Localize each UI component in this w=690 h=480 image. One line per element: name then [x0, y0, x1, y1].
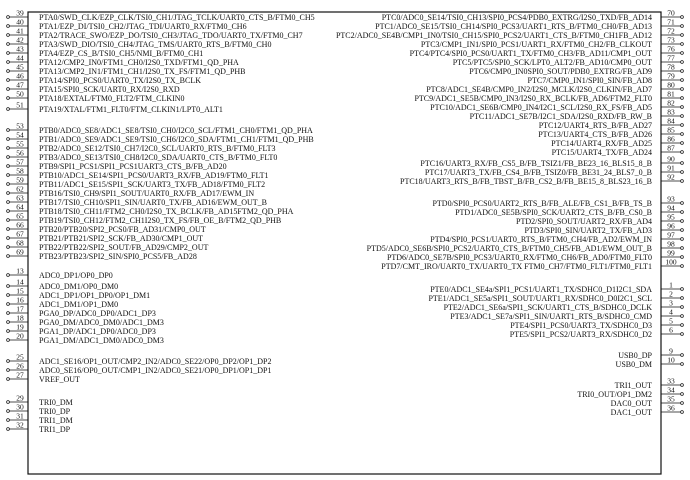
- pin-end-marker: [681, 171, 684, 174]
- pin-label: ADC0_DP1/OP0_DP0: [39, 271, 113, 280]
- pin-number: 68: [16, 238, 24, 248]
- pin-end-marker: [681, 115, 684, 118]
- pin-end-marker: [681, 202, 684, 205]
- pin-number: 35: [667, 394, 675, 404]
- pin-number: 16: [16, 295, 24, 305]
- pin-label: PGA1_DP/ADC1_DP0/ADC0_DP3: [39, 327, 156, 336]
- pin-label: PTE4/SPI1_PCS0/UART3_TX/SDHC0_D3: [510, 321, 652, 330]
- right-pin-70: [382, 8, 684, 22]
- pin-end-marker: [681, 70, 684, 73]
- pin-number: 59: [16, 175, 24, 185]
- pin-number: 4: [669, 307, 673, 317]
- pin-number: 19: [16, 322, 24, 332]
- pin-end-marker: [7, 165, 10, 168]
- pin-end-marker: [7, 330, 10, 333]
- pin-end-marker: [681, 288, 684, 291]
- pin-end-marker: [681, 97, 684, 100]
- pin-end-marker: [7, 108, 10, 111]
- pin-end-marker: [681, 34, 684, 37]
- pin-number: 65: [16, 211, 24, 221]
- pin-number: 32: [16, 420, 24, 430]
- pin-label: PTB18/TSI0_CH11/FTM2_CH0/I2S0_TX_BCLK/FB_AD15FTM2_QD_PHA: [39, 207, 294, 216]
- pin-number: 10: [667, 355, 675, 365]
- pin-number: 69: [16, 247, 24, 257]
- left-pin-group: [7, 8, 315, 434]
- pin-end-marker: [681, 52, 684, 55]
- pin-label: PTD5/ADC0_SE6B/SPI0_PCS2/UART0_CTS_B/FTM0_CH5/FB_AD1/EWM_OUT_B: [366, 244, 652, 253]
- pin-end-marker: [7, 378, 10, 381]
- pin-number: 55: [16, 139, 24, 149]
- pin-number: 66: [16, 220, 24, 230]
- pin-end-marker: [7, 34, 10, 37]
- pin-number: 2: [669, 289, 673, 299]
- pin-label: PTB17/TSI0_CH10/SPI1_SIN/UART0_TX/FB_AD16/EWM_OUT_B: [39, 198, 267, 207]
- pin-label: PTB0/ADC0_SE8/ADC1_SE8/TSI0_CH0/I2C0_SCL/FTM1_CH0/FTM1_QD_PHA: [39, 126, 313, 135]
- pin-end-marker: [7, 97, 10, 100]
- pin-end-marker: [7, 237, 10, 240]
- pin-label: PTB23/PTB23/SPI2_SIN/SPI0_PCS5/FB_AD28: [39, 252, 197, 261]
- pin-end-marker: [7, 369, 10, 372]
- pin-number: 45: [16, 62, 24, 72]
- pin-label: PTC14/UART4_RX/FB_AD25: [551, 139, 652, 148]
- pin-label: PTA1/EZP_DI/TSI0_CH2/JTAG_TDI/UART0_RX/FTM0_CH6: [39, 22, 247, 31]
- right-pin-93: [432, 194, 683, 208]
- pin-label: USB0_DM: [615, 360, 652, 369]
- pin-number: 53: [16, 121, 24, 131]
- pin-end-marker: [7, 419, 10, 422]
- pin-end-marker: [7, 285, 10, 288]
- pin-number: 90: [667, 154, 675, 164]
- pin-label: ADC0_SE16/OP0_OUT/CMP1_IN2/ADC0_SE21/OP0_DP1/OP1_DP1: [39, 366, 272, 375]
- pin-label: PTC17/UART3_TX/FB_CS4_B/FB_TSIZ0/FB_BE31_24_BLS7_0_B: [424, 168, 652, 177]
- pin-end-marker: [681, 142, 684, 145]
- pin-number: 92: [667, 172, 675, 182]
- pin-end-marker: [681, 411, 684, 414]
- pin-number: 57: [16, 157, 24, 167]
- pin-number: 81: [667, 89, 675, 99]
- pin-number: 87: [667, 143, 675, 153]
- pin-label: TRI1_DP: [39, 425, 71, 434]
- pin-number: 29: [16, 393, 24, 403]
- pin-label: PTC0/ADC0_SE14/TSI0_CH13/SPI0_PCS4/PDB0_EXTRG/I2S0_TXD/FB_AD14: [381, 13, 652, 22]
- pin-end-marker: [7, 183, 10, 186]
- pin-end-marker: [7, 303, 10, 306]
- pin-label: PTA14/SPI0_PCS0/UART0_TX/I2S0_TX_BCLK: [39, 76, 202, 85]
- pin-label: PTB2/ADC0_SE12/TSI0_CH7/I2C0_SCL/UART0_RTS_B/FTM0_FLT3: [39, 144, 276, 153]
- pin-number: 31: [16, 411, 24, 421]
- pin-label: PTA18/EXTAL/FTM0_FLT2/FTM_CLKIN0: [39, 94, 185, 103]
- pin-number: 93: [667, 194, 675, 204]
- pin-label: PTB11/ADC1_SE15/SPI1_SCK/UART3_TX/FB_AD18/FTM0_FLT2: [39, 180, 266, 189]
- pin-end-marker: [7, 321, 10, 324]
- pin-label: DAC1_OUT: [610, 408, 652, 417]
- pin-number: 46: [16, 71, 24, 81]
- pin-end-marker: [7, 43, 10, 46]
- pin-label: PTA19/XTAL/FTM1_FLT0/FTM_CLKIN1/LPT0_ALT1: [39, 105, 223, 114]
- pin-number: 40: [16, 17, 24, 27]
- pin-number: 78: [667, 62, 675, 72]
- pin-number: 95: [667, 212, 675, 222]
- pin-end-marker: [7, 156, 10, 159]
- pin-label: DAC0_OUT: [610, 399, 652, 408]
- pin-label: PTB16/TSI0_CH9/SPI1_SOUT/UART0_RX/FB_AD17/EWM_IN: [39, 189, 255, 198]
- pin-end-marker: [7, 401, 10, 404]
- pin-number: 96: [667, 221, 675, 231]
- pin-label: PTA4/EZP_CS_B/TSI0_CH5/NMI_B/FTM0_CH1: [39, 49, 204, 58]
- pin-end-marker: [681, 16, 684, 19]
- pin-number: 86: [667, 134, 675, 144]
- pin-end-marker: [7, 129, 10, 132]
- pin-label: PTA13/CMP2_IN1/FTM1_CH1/I2S0_TX_FS/FTM1_QD_PHB: [39, 67, 246, 76]
- pin-end-marker: [681, 79, 684, 82]
- pin-number: 62: [16, 184, 24, 194]
- pin-label: PTD2/SPI0_SOUT/UART2_RX/FB_AD4: [516, 217, 652, 226]
- pin-label: PTC16/UART3_RX/FB_CS5_B/FB_TSIZ1/FB_BE23_16_BLS15_8_B: [420, 159, 652, 168]
- pin-end-marker: [681, 25, 684, 28]
- pin-end-marker: [7, 192, 10, 195]
- pin-number: 13: [16, 266, 24, 276]
- pin-label: PTA12/CMP2_IN0/FTM1_CH0/I2S0_TXD/FTM1_QD_PHA: [39, 58, 239, 67]
- pin-number: 56: [16, 148, 24, 158]
- pin-end-marker: [681, 211, 684, 214]
- pin-end-marker: [681, 265, 684, 268]
- pin-end-marker: [681, 238, 684, 241]
- pin-number: 63: [16, 193, 24, 203]
- pin-number: 77: [667, 53, 675, 63]
- pin-number: 79: [667, 71, 675, 81]
- pin-number: 14: [16, 277, 24, 287]
- pin-end-marker: [681, 256, 684, 259]
- pin-end-marker: [681, 106, 684, 109]
- pin-label: PTB10/ADC1_SE14/SPI1_PCS0/UART3_RX/FB_AD19/FTM0_FLT1: [39, 171, 269, 180]
- pin-number: 100: [665, 257, 677, 267]
- pin-end-marker: [681, 124, 684, 127]
- pin-number: 33: [667, 376, 675, 386]
- pin-label: PTB20/PTB20/SPI2_PCS0/FB_AD31/CMP0_OUT: [39, 225, 206, 234]
- pin-label: PTC13/UART4_CTS_B/FB_AD26: [538, 130, 652, 139]
- pin-label: ADC0_DM1/OP0_DM0: [39, 282, 119, 291]
- pin-end-marker: [681, 354, 684, 357]
- pin-end-marker: [681, 247, 684, 250]
- pin-label: PTC6/CMP0_IN0SPI0_SOUT/PDB0_EXTRG/FB_AD9: [469, 67, 652, 76]
- pin-label: PTC8/ADC1_SE4B/CMP0_IN2/I2S0_MCLK/I2S0_CLKIN/FB_AD7: [426, 85, 652, 94]
- pin-label: PTE1/ADC1_SE5a/SPI1_SOUT/UART1_RX/SDHC0_D0I2C1_SCL: [428, 294, 652, 303]
- pin-label: PTE0/ADC1_SE4a/SPI1_PCS1/UART1_TX/SDHC0_D1I2C1_SDA: [430, 285, 652, 294]
- pin-label: ADC1_DP1/OP1_DP0/OP1_DM1: [39, 291, 151, 300]
- pin-number: 71: [667, 17, 675, 27]
- pin-end-marker: [7, 70, 10, 73]
- pin-number: 5: [669, 316, 673, 326]
- pin-label: PTC12/UART4_RTS_B/FB_AD27: [538, 121, 652, 130]
- pin-label: PGA0_DM/ADC0_DM0/ADC1_DM3: [39, 318, 164, 327]
- pin-end-marker: [7, 88, 10, 91]
- pin-label: PTB22/PTB22/SPI2_SOUT/FB_AD29/CMP2_OUT: [39, 243, 209, 252]
- pin-label: PTC7/CMP0_IN1/SPI0_SIN/FB_AD8: [527, 76, 652, 85]
- pin-label: PTB19/TSI0_CH12/FTM2_CH1I2S0_TX_FS/FB_OE_B/FTM2_QD_PHB: [39, 216, 282, 225]
- pin-end-marker: [7, 147, 10, 150]
- pin-end-marker: [681, 363, 684, 366]
- pin-label: VREF_OUT: [39, 375, 80, 384]
- pin-end-marker: [681, 180, 684, 183]
- pin-label: PTC18/UART3_RTS_B/FB_TBST_B/FB_CS2_B/FB_BE15_8_BLS23_16_B: [400, 177, 652, 186]
- pin-number: 39: [16, 8, 24, 18]
- left-pin-39: [7, 8, 315, 22]
- pin-end-marker: [681, 402, 684, 405]
- pin-number: 85: [667, 125, 675, 135]
- pin-label: PTA0/SWD_CLK/EZP_CLK/TSI0_CH1/JTAG_TCLK/UART0_CTS_B/FTM0_CH5: [39, 13, 315, 22]
- pin-end-marker: [7, 428, 10, 431]
- pin-label: TRI1_DM: [39, 416, 73, 425]
- pin-end-marker: [7, 360, 10, 363]
- pin-label: ADC1_DM1/OP1_DM0: [39, 300, 119, 309]
- pin-end-marker: [7, 52, 10, 55]
- pin-number: 26: [16, 361, 24, 371]
- pin-number: 67: [16, 229, 24, 239]
- pin-end-marker: [7, 246, 10, 249]
- pin-end-marker: [7, 219, 10, 222]
- pin-end-marker: [681, 220, 684, 223]
- pin-label: PTD4/SPI0_PCS1/UART0_RTS_B/FTM0_CH4/FB_AD2/EWM_IN: [430, 235, 652, 244]
- pin-label: PTC9/ADC1_SE5B/CMP0_IN3/I2S0_RX_BCLK/FB_AD6/FTM2_FLT0: [414, 94, 652, 103]
- pin-number: 70: [667, 8, 675, 18]
- pin-number: 50: [16, 89, 24, 99]
- pin-number: 43: [16, 44, 24, 54]
- pin-number: 54: [16, 130, 24, 140]
- pin-number: 9: [669, 346, 673, 356]
- pin-end-marker: [7, 201, 10, 204]
- pin-number: 80: [667, 80, 675, 90]
- right-pin-1: [430, 280, 683, 294]
- pin-label: PTD6/ADC0_SE7B/SPI0_PCS3/UART0_RX/FTM0_CH6/FB_AD0/FTM0_FLT0: [386, 253, 652, 262]
- pin-number: 51: [16, 100, 24, 110]
- pin-end-marker: [7, 410, 10, 413]
- right-pin-group: [336, 8, 683, 417]
- pin-label: PTE3/ADC1_SE7a/SPI1_SIN/UART1_RTS_B/SDHC0_CMD: [450, 312, 652, 321]
- pin-end-marker: [7, 174, 10, 177]
- pin-end-marker: [681, 393, 684, 396]
- pin-label: PTC11/ADC1_SE7B/I2C1_SDA/I2S0_RXD/FB_RW_B: [469, 112, 652, 121]
- pin-end-marker: [7, 294, 10, 297]
- pin-label: TRI0_DP: [39, 407, 71, 416]
- pin-number: 91: [667, 163, 675, 173]
- pin-end-marker: [7, 274, 10, 277]
- pin-end-marker: [7, 25, 10, 28]
- pin-label: PTC3/CMP1_IN1/SPI0_PCS1/UART1_RX/FTM0_CH2/FB_CLKOUT: [420, 40, 652, 49]
- pin-number: 98: [667, 239, 675, 249]
- pin-label: PTA2/TRACE_SWO/EZP_DO/TSI0_CH3/JTAG_TDO/UART0_TX/FTM0_CH7: [39, 31, 303, 40]
- pin-end-marker: [7, 79, 10, 82]
- pin-label: PGA1_DM/ADC1_DM0/ADC0_DM3: [39, 336, 164, 345]
- pin-label: PTE2/ADC1_SE6a/SPI1_SCK/UART1_CTS_B/SDHC0_DCLK: [443, 303, 652, 312]
- pin-end-marker: [681, 43, 684, 46]
- pin-end-marker: [681, 297, 684, 300]
- pin-end-marker: [7, 255, 10, 258]
- pin-label: PTC1/ADC0_SE15/TSI0_CH14/SPI0_PCS3/UART1_RTS_B/FTM0_CH0/FB_AD13: [375, 22, 652, 31]
- pin-label: PTD0/SPI0_PCS0/UART2_RTS_B/FB_ALE/FB_CS1_B/FB_TS_B: [432, 199, 652, 208]
- pin-end-marker: [7, 138, 10, 141]
- pin-end-marker: [681, 229, 684, 232]
- pin-label: PGA0_DP/ADC0_DP0/ADC1_DP3: [39, 309, 156, 318]
- pin-number: 58: [16, 166, 24, 176]
- pin-label: PTD7/CMT_IRO/UART0_TX/UART0_TX FTM0_CH7/FTM0_FLT1/FTM0_FLT1: [381, 262, 652, 271]
- pin-label: PTB1/ADC0_SE9/ADC1_SE9/TSI0_CH6/I2C0_SDA/FTM1_CH1/FTM1_QD_PHB: [39, 135, 314, 144]
- left-pin-53: [7, 121, 313, 135]
- pin-number: 42: [16, 35, 24, 45]
- pin-label: PTB21/PTB21/SPI2_SCK/FB_AD30/CMP1_OUT: [39, 234, 204, 243]
- pin-number: 44: [16, 53, 24, 63]
- pin-end-marker: [681, 333, 684, 336]
- pin-label: PTC10/ADC1_SE6B/CMP0_IN4/I2C1_SCL/I2S0_RX_FS/FB_AD5: [430, 103, 652, 112]
- pin-number: 47: [16, 80, 24, 90]
- pin-number: 15: [16, 286, 24, 296]
- pin-number: 73: [667, 35, 675, 45]
- pin-end-marker: [7, 61, 10, 64]
- pin-label: PTD1/ADC0_SE5B/SPI0_SCK/UART2_CTS_B/FB_CS0_B: [455, 208, 652, 217]
- pin-label: PTC4/PTC4/SPI0_PCS0/UART1_TX/FTM0_CH3/FB_AD11/CMP1_OUT: [409, 49, 652, 58]
- pin-end-marker: [681, 384, 684, 387]
- pin-label: PTE5/SPI1_PCS2/UART3_RX/SDHC0_D2: [509, 330, 652, 339]
- pin-end-marker: [681, 306, 684, 309]
- left-pin-25: [7, 352, 272, 366]
- pin-number: 36: [667, 403, 675, 413]
- pin-end-marker: [681, 324, 684, 327]
- pin-number: 1: [669, 280, 673, 290]
- pin-end-marker: [7, 312, 10, 315]
- pin-label: PTC5/PTC5/SPI0_SCK/LPT0_ALT2/FB_AD10/CMP0_OUT: [452, 58, 652, 67]
- pin-number: 97: [667, 230, 675, 240]
- pin-label: USB0_DP: [618, 351, 652, 360]
- pin-end-marker: [7, 16, 10, 19]
- pin-number: 41: [16, 26, 24, 36]
- pin-end-marker: [681, 133, 684, 136]
- pin-label: PTD3/SPI0_SIN/UART2_TX/FB_AD3: [524, 226, 652, 235]
- pin-label: PTB3/ADC0_SE13/TSI0_CH8/I2C0_SDA/UART0_CTS_B/FTM0_FLT0: [39, 153, 278, 162]
- pin-end-marker: [7, 210, 10, 213]
- pin-number: 72: [667, 26, 675, 36]
- pin-label: ADC1_SE16/OP1_OUT/CMP2_IN2/ADC0_SE22/OP0_DP2/OP1_DP2: [39, 357, 272, 366]
- pin-label: TRI0_OUT/OP1_DM2: [577, 390, 652, 399]
- pin-number: 17: [16, 304, 24, 314]
- pin-number: 83: [667, 107, 675, 117]
- pin-end-marker: [7, 228, 10, 231]
- pin-end-marker: [681, 315, 684, 318]
- pin-number: 20: [16, 331, 24, 341]
- pin-label: PTC2/ADC0_SE4B/CMP1_IN0/TSI0_CH15/SPI0_PCS2/UART1_CTS_B/FTM0_CH1FB_AD12: [335, 31, 652, 40]
- pin-end-marker: [681, 61, 684, 64]
- pin-label: PTC15/UART4_TX/FB_AD24: [551, 148, 652, 157]
- pin-number: 84: [667, 116, 675, 126]
- pin-number: 34: [667, 385, 675, 395]
- pin-end-marker: [7, 339, 10, 342]
- pin-number: 82: [667, 98, 675, 108]
- pin-label: PTA3/SWD_DIO/TSI0_CH4/JTAG_TMS/UART0_RTS_B/FTM0_CH0: [39, 40, 272, 49]
- pin-number: 30: [16, 402, 24, 412]
- pin-number: 99: [667, 248, 675, 258]
- pin-number: 64: [16, 202, 24, 212]
- pin-end-marker: [681, 151, 684, 154]
- pin-number: 3: [669, 298, 673, 308]
- pin-number: 18: [16, 313, 24, 323]
- pin-label: TRI0_DM: [39, 398, 73, 407]
- pin-number: 6: [669, 325, 673, 335]
- pin-number: 25: [16, 352, 24, 362]
- pin-end-marker: [681, 88, 684, 91]
- pin-number: 94: [667, 203, 675, 213]
- pin-label: TRI1_OUT: [614, 381, 652, 390]
- pin-label: PTB9/SPI1_PCS1/SPI1_PCS1UART3_CTS_B/FB_AD20: [39, 162, 227, 171]
- pin-number: 76: [667, 44, 675, 54]
- pin-label: PTA15/SPI0_SCK/UART0_RX/I2S0_RXD: [39, 85, 180, 94]
- pin-number: 27: [16, 370, 24, 380]
- pin-end-marker: [681, 162, 684, 165]
